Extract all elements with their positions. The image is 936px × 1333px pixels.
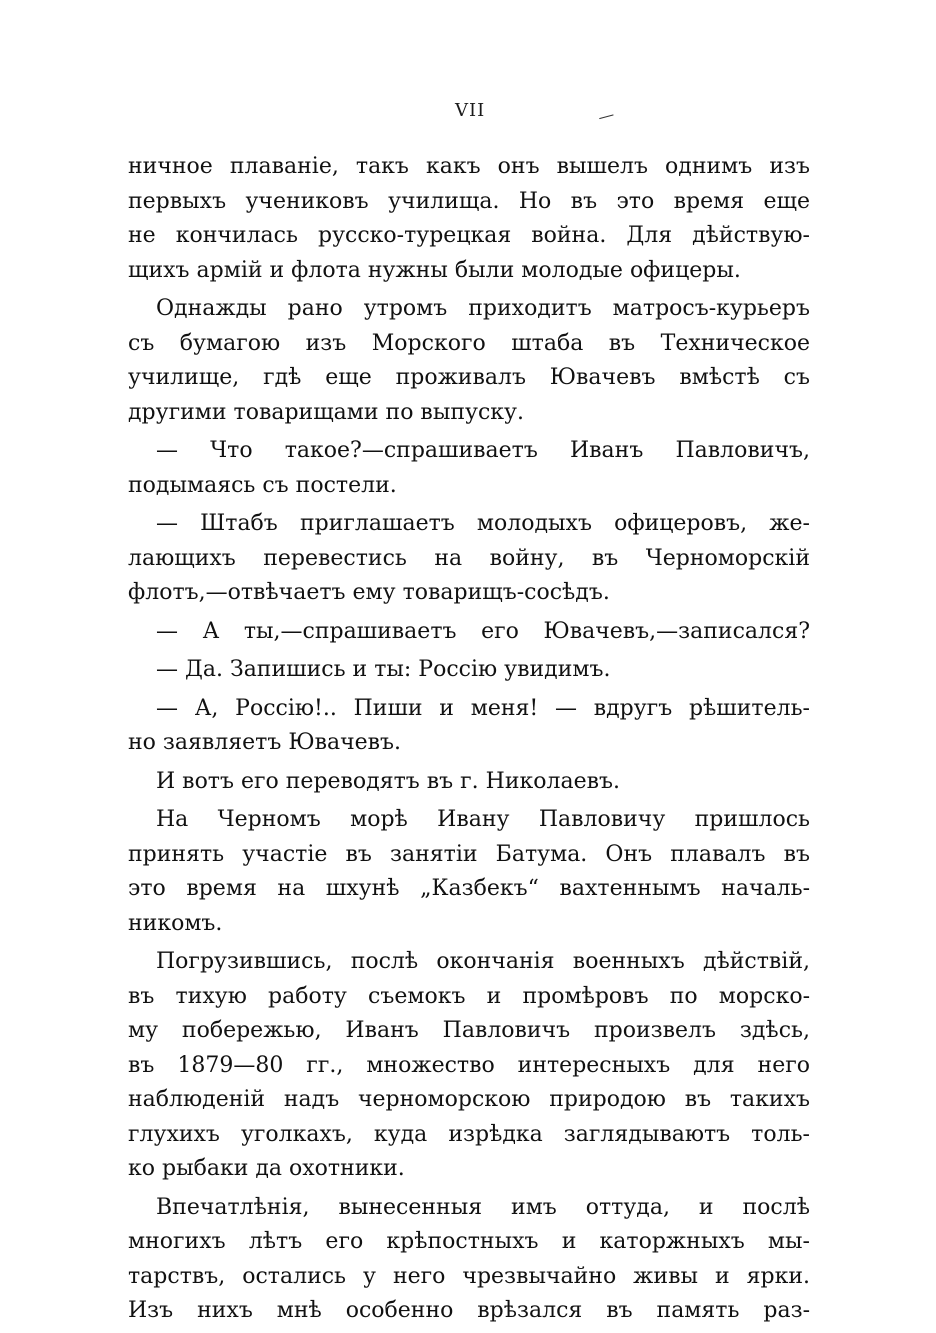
paragraph-8 (128, 765, 810, 800)
text-line: Погрузившись, послѣ окончанія военныхъ дѣйствій, (156, 949, 810, 974)
text-line: — Да. Запишись и ты: Россію увидимъ. (156, 657, 611, 682)
text-line: щихъ армій и флота нужны были молодые офицеры. (128, 257, 741, 283)
text-line: му побережью, Иванъ Павловичъ произвелъ здѣсь, (128, 1018, 810, 1043)
text-line: подымаясь съ постели. (128, 472, 397, 498)
text-line: флотъ,—отвѣчаетъ ему товарищъ-сосѣдъ. (128, 580, 610, 605)
text-line: глухихъ уголкахъ, куда изрѣдка заглядываютъ толь- (128, 1121, 810, 1147)
text-line: — А ты,—спрашиваетъ его Ювачевъ,—записался? (156, 618, 810, 644)
paragraph-10 (128, 945, 810, 1187)
text-line: другими товарищами по выпуску. (128, 399, 524, 425)
text-line: Впечатлѣнія, вынесенныя имъ оттуда, и послѣ (156, 1194, 810, 1220)
text-line: ко рыбаки да охотники. (128, 1156, 405, 1181)
text-line: наблюденій надъ черноморскою природою въ такихъ (128, 1087, 810, 1112)
page-number: VII (455, 100, 486, 121)
text-line: — Штабъ приглашаетъ молодыхъ офицеровъ, же- (156, 511, 810, 536)
paragraph-2 (128, 292, 810, 430)
body-text (128, 150, 810, 1329)
text-line: принять участіе въ занятіи Батума. Онъ плавалъ въ (128, 841, 810, 867)
text-line: первыхъ учениковъ училища. Но въ это время еще (128, 188, 810, 214)
text-line: не кончилась русско-турецкая война. Для дѣйствую- (128, 223, 810, 248)
text-line: ничное плаваніе, такъ какъ онъ вышелъ однимъ изъ (128, 154, 810, 179)
paragraph-5 (128, 615, 810, 650)
text-line: Однажды рано утромъ приходитъ матросъ-курьеръ (156, 296, 810, 321)
paragraph-7 (128, 692, 810, 761)
paragraph-3 (128, 434, 810, 503)
text-line: съ бумагою изъ Морского штаба въ Техническое (128, 330, 810, 356)
text-line: но заявляетъ Ювачевъ. (128, 730, 402, 755)
paragraph-4 (128, 507, 810, 611)
text-line: въ тихую работу съемокъ и промѣровъ по морско- (128, 983, 810, 1009)
text-line: лающихъ перевестись на войну, въ Черноморскій (128, 545, 810, 571)
text-line: въ 1879—80 гг., множество интересныхъ для него (128, 1052, 810, 1078)
text-line: — А, Россію!.. Пиши и меня! — вдругъ рѣшитель- (156, 695, 810, 721)
text-line: И вотъ его переводятъ въ г. Николаевъ. (156, 768, 620, 794)
text-line: многихъ лѣтъ его крѣпостныхъ и каторжныхъ мы- (128, 1229, 810, 1254)
text-line: никомъ. (128, 910, 223, 936)
text-line: На Черномъ морѣ Ивану Павловичу пришлось (156, 807, 810, 832)
text-line: это время на шхунѣ „Казбекъ“ вахтеннымъ началь- (128, 876, 810, 901)
paragraph-11 (128, 1191, 810, 1329)
margin-pencil-mark: — (595, 104, 617, 127)
paragraph-1 (128, 150, 810, 288)
text-line: — Что такое?—спрашиваетъ Иванъ Павловичъ, (156, 438, 810, 463)
text-line: училище, гдѣ еще проживалъ Ювачевъ вмѣстѣ съ (128, 365, 810, 390)
paragraph-9 (128, 803, 810, 941)
text-line: Изъ нихъ мнѣ особенно врѣзался въ память раз- (128, 1298, 810, 1323)
paragraph-6 (128, 653, 810, 688)
text-line: тарствъ, остались у него чрезвычайно живы и ярки. (128, 1263, 810, 1289)
